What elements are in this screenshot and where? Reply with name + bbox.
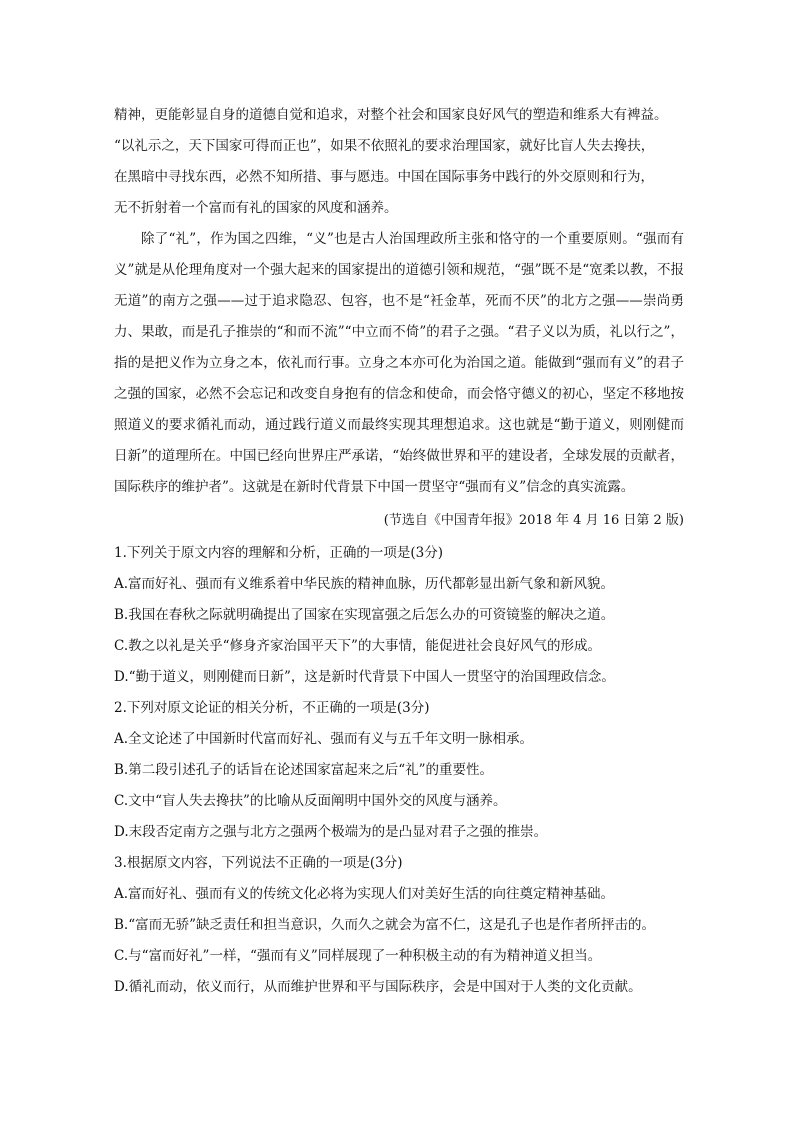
question-3	[114, 848, 684, 1003]
option-d: D.“勤于道义，则刚健而日新”，这是新时代背景下中国人一贯坚守的治国理政信念。	[114, 669, 615, 685]
paragraph-1-line: 无不折射着一个富而有礼的国家的风度和涵养。	[114, 200, 398, 216]
option-d: D.循礼而动，依义而行，从而维护世界和平与国际秩序，会是中国对于人类的文化贡献。	[114, 979, 642, 995]
passage	[114, 100, 684, 536]
question-stem: 3.根据原文内容，下列说法不正确的一项是(3分)	[114, 855, 403, 871]
paragraph-1-line: 精神，更能彰显自身的道德自觉和追求，对整个社会和国家良好风气的塑造和维系大有裨益。	[114, 107, 668, 123]
option-a: A.富而好礼、强而有义的传统文化必将为实现人们对美好生活的向往奠定精神基础。	[114, 886, 615, 902]
question-stem: 1.下列关于原文内容的理解和分析，正确的一项是(3分)	[114, 545, 444, 561]
paragraph-1-line: “以礼示之，天下国家可得而正也”，如果不依照礼的要求治理国家，就好比盲人失去搀扶，	[114, 138, 655, 154]
option-a: A.富而好礼、强而有义维系着中华民族的精神血脉，历代都彰显出新气象和新风貌。	[114, 576, 615, 592]
exam-page	[114, 100, 684, 1003]
option-b: B.我国在春秋之际就明确提出了国家在实现富强之后怎么办的可资镜鉴的解决之道。	[114, 607, 615, 623]
source-citation: (节选自《中国青年报》2018 年 4 月 16 日第 2 版)	[383, 513, 684, 528]
option-d: D.末段否定南方之强与北方之强两个极端为的是凸显对君子之强的推崇。	[114, 824, 548, 840]
question-stem: 2.下列对原文论证的相关分析，不正确的一项是(3分)	[114, 700, 430, 716]
option-b: B.“富而无骄”缺乏责任和担当意识，久而久之就会为富不仁，这是孔子也是作者所抨击的。	[114, 917, 656, 933]
question-2	[114, 693, 684, 848]
question-1	[114, 538, 684, 693]
option-b: B.第二段引述孔子的话旨在论述国家富起来之后“礼”的重要性。	[114, 762, 494, 778]
paragraph-1-line: 在黑暗中寻找东西，必然不知所措、事与愿违。中国在国际事务中践行的外交原则和行为，	[114, 169, 654, 185]
paragraph-2: 除了“礼”，作为国之四维，“义”也是古人治国理政所主张和恪守的一个重要原则。“强而有义”就是从伦理角度对一个强大起来的国家提出的道德引领和规范，“强”既不是“宽柔以教，不报无道”的南方之强——过于追求隐忍、包容，也不是“衽金革，死而不厌”的北方之强——崇尚勇力、果敢，而是孔子推崇的“和而不流”“中立而不倚”的君子之强。“君子义以为质，礼以行之”，指的是把义作为立身之本，依礼而行事。立身之本亦可化为治国之道。能做到“强而有义”的君子之强的国家，必然不会忘记和改变自身抱有的信念和使命，而会恪守德义的初心，坚定不移地按照道义的要求循礼而动，通过践行道义而最终实现其理想追求。这也就是“勤于道义，则刚健而日新”的道理所在。中国已经向世界庄严承诺，“始终做世界和平的建设者，全球发展的贡献者，国际秩序的维护者”。这就是在新时代背景下中国一贯坚守“强而有义”信念的真实流露。	[114, 231, 684, 495]
option-c: C.教之以礼是关乎“修身齐家治国平天下”的大事情，能促进社会良好风气的形成。	[114, 638, 601, 654]
option-c: C.与“富而好礼”一样，“强而有义”同样展现了一种积极主动的有为精神道义担当。	[114, 948, 602, 964]
paragraph-1	[114, 100, 684, 224]
option-a: A.全文论述了中国新时代富而好礼、强而有义与五千年文明一脉相承。	[114, 731, 534, 747]
option-c: C.文中“盲人失去搀扶”的比喻从反面阐明中国外交的风度与涵养。	[114, 793, 507, 809]
